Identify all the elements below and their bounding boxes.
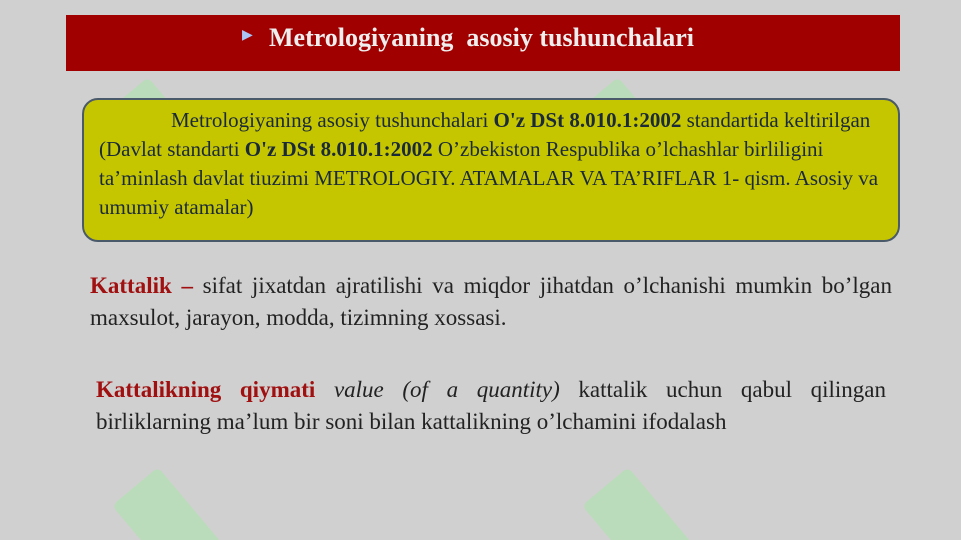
triangle-right-icon: ▶: [242, 27, 253, 43]
standard-code: O'z DSt 8.010.1:2002: [244, 137, 433, 161]
info-segment: Metrologiyaning asosiy tushunchalari: [171, 108, 494, 132]
title-bar: [66, 15, 900, 71]
watermark-shape: [582, 467, 718, 540]
slide-title: Metrologiyaning asosiy tushunchalari: [269, 23, 694, 52]
info-segment: O’zbekiston Respublika o’lchashlar birliligini ta’minlash davlat tiuzimi METROLOGIY. ATAMALAR VA TA’RIFLAR 1- qism. Asosiy va umumiy atamalar): [99, 137, 879, 219]
definition-english: value (of a quantity): [315, 377, 560, 402]
info-segment: standartida keltirilgan (Davlat standarti: [99, 108, 871, 161]
standard-code: O'z DSt 8.010.1:2002: [493, 108, 682, 132]
definition-text: kattalik uchun qabul qilingan birliklarning ma’lum bir soni bilan kattalikning o’lchamini ifodalash: [96, 377, 886, 434]
standard-info-box: [82, 98, 900, 242]
definition-term: Kattalik –: [90, 273, 193, 298]
watermark-shape: [112, 467, 248, 540]
definition-term: Kattalikning qiymati: [96, 377, 316, 402]
definition-kattalik: [90, 270, 892, 334]
definition-kattalik-qiymati: [96, 374, 886, 438]
standard-info-text: [99, 106, 889, 222]
definition-text: sifat jixatdan ajratilishi va miqdor jihatdan o’lchanishi mumkin bo’lgan maxsulot, jarayon, modda, tizimning xossasi.: [90, 273, 893, 330]
